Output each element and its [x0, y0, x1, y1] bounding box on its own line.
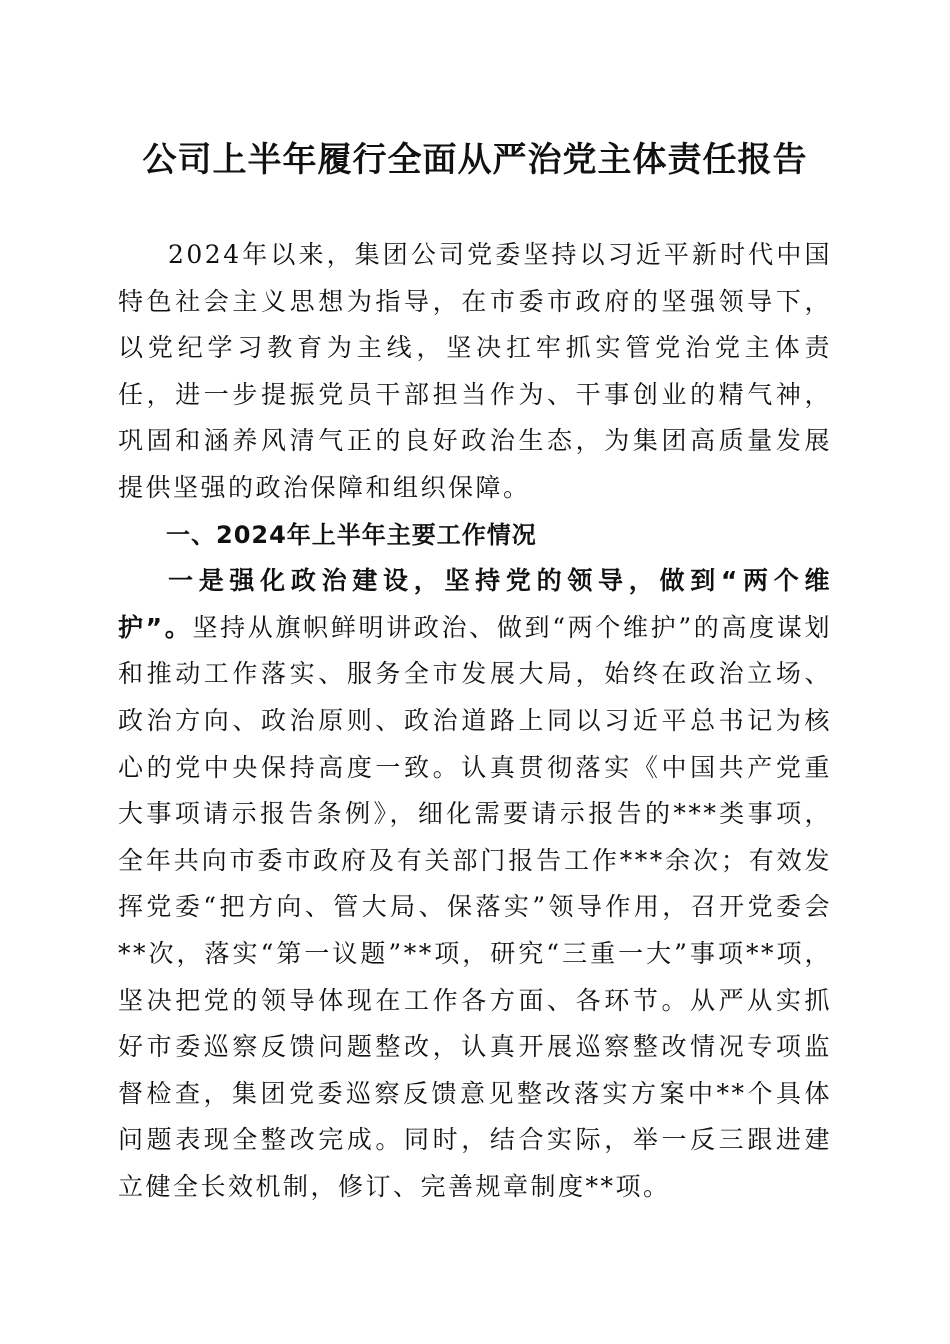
- work-item-paragraph: [118, 558, 832, 1210]
- work-item-lead: 一是强化政治建设，坚持党的领导，做到“两个维护”。: [118, 566, 832, 642]
- intro-paragraph: 2024年以来，集团公司党委坚持以习近平新时代中国特色社会主义思想为指导，在市委市政府的坚强领导下，以党纪学习教育为主线，坚决扛牢抓实管党治党主体责任，进一步提振党员干部担当作为、干事创业的精气神，巩固和涵养风清气正的良好政治生态，为集团高质量发展提供坚强的政治保障和组织保障。: [118, 240, 832, 502]
- document-body: [118, 232, 832, 1210]
- section-heading: 一、2024年上半年主要工作情况: [166, 520, 537, 549]
- work-item-text: 坚持从旗帜鲜明讲政治、做到“两个维护”的高度谋划和推动工作落实、服务全市发展大局，始终在政治立场、政治方向、政治原则、政治道路上同以习近平总书记为核心的党中央保持高度一致。认真贯彻落实《中国共产党重大事项请示报告条例》，细化需要请示报告的***类事项，全年共向市委市政府及有关部门报告工作***余次；有效发挥党委“把方向、管大局、保落实”领导作用，召开党委会**次，落实“第一议题”**项，研究“三重一大”事项**项，坚决把党的领导体现在工作各方面、各环节。从严从实抓好市委巡察反馈问题整改，认真开展巡察整改情况专项监督检查，集团党委巡察反馈意见整改落实方案中**个具体问题表现全整改完成。同时，结合实际，举一反三跟进建立健全长效机制，修订、完善规章制度**项。: [118, 612, 832, 1201]
- document-title: 公司上半年履行全面从严治党主体责任报告: [142, 140, 808, 180]
